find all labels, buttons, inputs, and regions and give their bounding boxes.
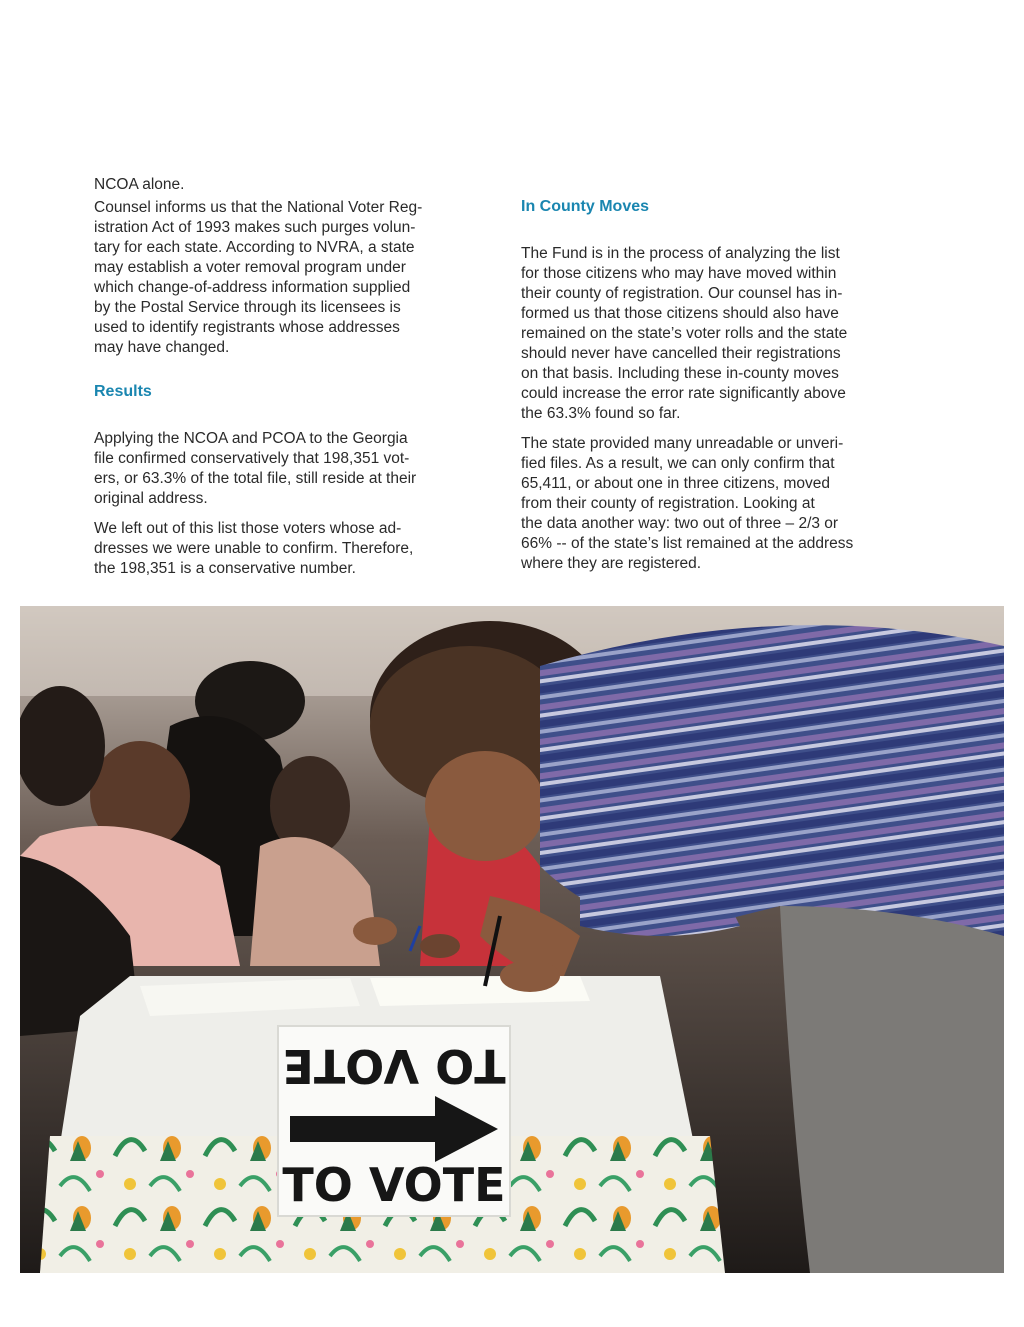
county-moves-heading: In County Moves xyxy=(521,198,650,215)
results-paragraph xyxy=(94,429,454,509)
text-line: the data another way: two out of three – 2/3 or xyxy=(521,515,839,532)
text-line: istration Act of 1993 makes such purges volun- xyxy=(94,219,416,236)
sign-bottom-text: TO VOTE xyxy=(282,1158,506,1212)
gray-pants xyxy=(780,906,1004,1273)
right-column xyxy=(521,197,881,584)
text-line: could increase the error rate significantly above xyxy=(521,385,846,402)
text-line: remained on the state’s voter rolls and the state xyxy=(521,325,848,342)
text-line: on that basis. Including these in-county moves xyxy=(521,365,839,382)
text-line: by the Postal Service through its licensees is xyxy=(94,299,401,316)
counsel-paragraph xyxy=(94,198,454,358)
voter-registration-photo xyxy=(20,606,1004,1273)
text-line: which change-of-address information supplied xyxy=(94,279,411,296)
results-heading: Results xyxy=(94,383,152,400)
conservative-paragraph xyxy=(94,519,454,579)
text-line: may have changed. xyxy=(94,339,230,356)
person-face xyxy=(425,751,545,861)
text-line: We left out of this list those voters whose ad- xyxy=(94,520,402,537)
sign-top-text: TO VOTE xyxy=(282,1039,506,1093)
text-line: file confirmed conservatively that 198,351 vot- xyxy=(94,450,410,467)
text-line: 66% -- of the state’s list remained at the address xyxy=(521,535,854,552)
text-line: their county of registration. Our counsel has in- xyxy=(521,285,843,302)
text-line: 65,411, or about one in three citizens, moved xyxy=(521,475,831,492)
text-line: dresses we were unable to confirm. Therefore, xyxy=(94,540,414,557)
text-line: the 63.3% found so far. xyxy=(521,405,681,422)
text-line: tary for each state. According to NVRA, a state xyxy=(94,239,415,256)
text-line: from their county of registration. Looking at xyxy=(521,495,815,512)
unreadable-files-paragraph xyxy=(521,434,881,574)
intro-fragment: NCOA alone. xyxy=(94,176,185,193)
text-line: where they are registered. xyxy=(521,555,702,572)
text-line: original address. xyxy=(94,490,208,507)
text-line: for those citizens who may have moved within xyxy=(521,265,837,282)
text-line: The Fund is in the process of analyzing the list xyxy=(521,245,840,262)
text-line: The state provided many unreadable or unveri- xyxy=(521,435,844,452)
text-line: fied files. As a result, we can only confirm that xyxy=(521,455,835,472)
text-line: formed us that those citizens should also have xyxy=(521,305,839,322)
text-line: may establish a voter removal program under xyxy=(94,259,406,276)
text-line: ers, or 63.3% of the total file, still reside at their xyxy=(94,470,417,487)
text-line: Counsel informs us that the National Voter Reg- xyxy=(94,199,423,216)
text-line: the 198,351 is a conservative number. xyxy=(94,560,356,577)
text-line: should never have cancelled their registrations xyxy=(521,345,841,362)
text-line: Applying the NCOA and PCOA to the Georgia xyxy=(94,430,408,447)
text-line: used to identify registrants whose addresses xyxy=(94,319,400,336)
analysis-paragraph xyxy=(521,244,881,424)
left-column xyxy=(94,175,454,589)
